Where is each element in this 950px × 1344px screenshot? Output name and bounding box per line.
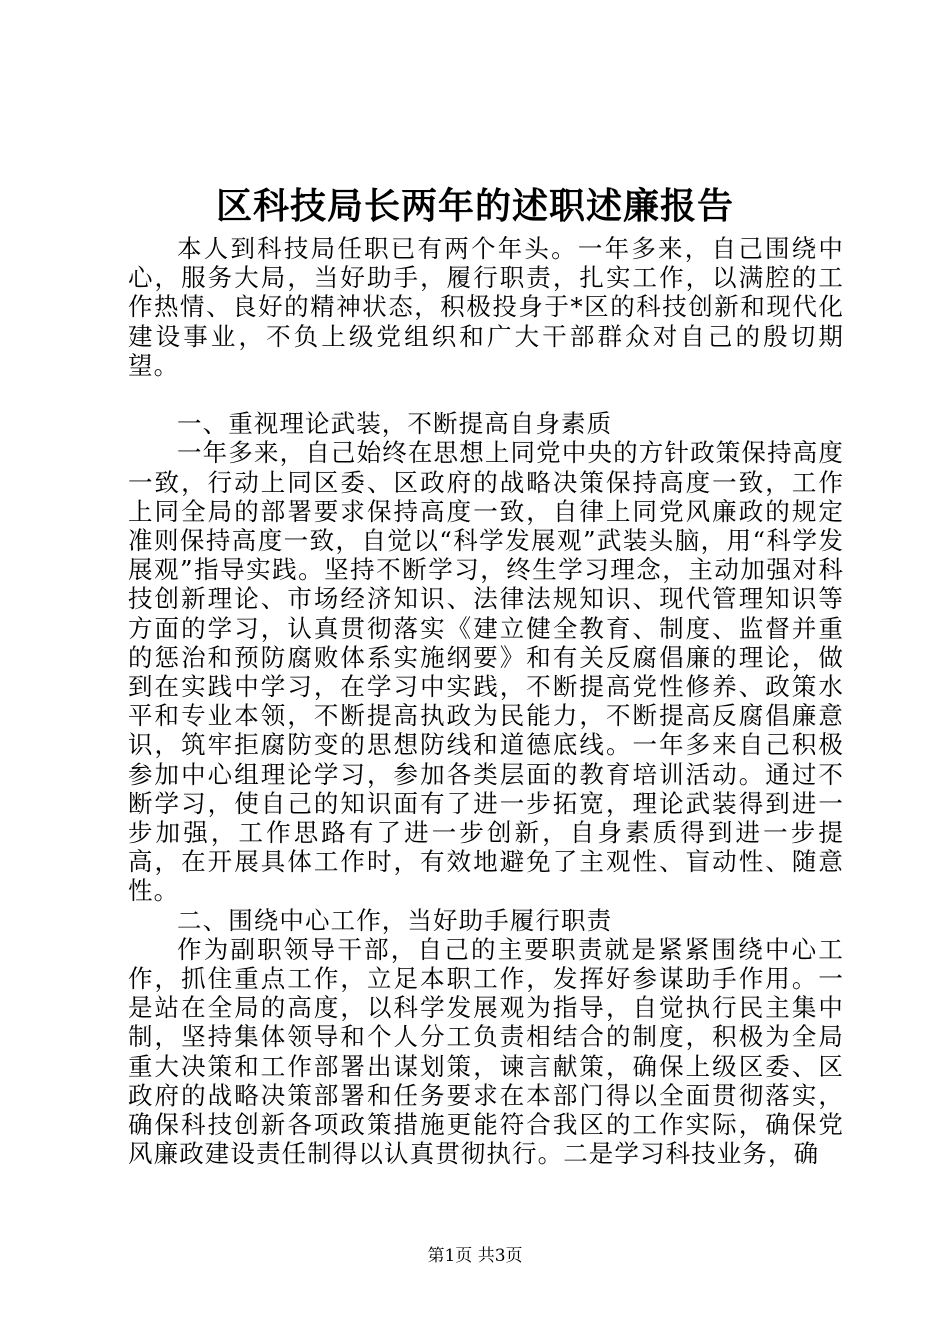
page-footer: 第1页 共3页 bbox=[427, 1246, 523, 1266]
section-1-paragraph: 一年多来，自己始终在思想上同党中央的方针政策保持高度一致，行动上同区委、区政府的战略决策保持高度一致，工作上同全局的部署要求保持高度一致，自律上同党风廉政的规定准则保持高度一致，自觉以“科学发展观”武装头脑，用“科学发展观”指导实践。坚持不断学习，终生学习理念，主动加强对科技创新理论、市场经济知识、法律法规知识、现代管理知识等方面的学习，认真贯彻落实《建立健全教育、制度、监督并重的惩治和预防腐败体系实施纲要》和有关反腐倡廉的理论，做到在实践中学习，在学习中实践，不断提高党性修养、政策水平和专业本领，不断提高执政为民能力，不断提高反腐倡廉意识，筑牢拒腐防变的思想防线和道德底线。一年多来自己积极参加中心组理论学习，参加各类层面的教育培训活动。通过不断学习，使自己的知识面有了进一步拓宽，理论武装得到进一步加强，工作思路有了进一步创新，自身素质得到进一步提高，在开展具体工作时，有效地避免了主观性、盲动性、随意性。 bbox=[128, 438, 844, 906]
section-heading-2: 二、围绕中心工作，当好助手履行职责 bbox=[177, 905, 613, 935]
section-2-paragraph: 作为副职领导干部，自己的主要职责就是紧紧围绕中心工作，抓住重点工作，立足本职工作，发挥好参谋助手作用。一是站在全局的高度，以科学发展观为指导，自觉执行民主集中制，坚持集体领导和个人分工负责相结合的制度，积极为全局重大决策和工作部署出谋划策，谏言献策，确保上级区委、区政府的战略决策部署和任务要求在本部门得以全面贯彻落实，确保科技创新各项政策措施更能符合我区的工作实际，确保党风廉政建设责任制得以认真贯彻执行。二是学习科技业务，确 bbox=[128, 934, 844, 1169]
document-title: 区科技局长两年的述职述廉报告 bbox=[215, 185, 734, 227]
intro-paragraph: 本人到科技局任职已有两个年头。一年多来，自己围绕中心，服务大局，当好助手，履行职责，扎实工作，以满腔的工作热情、良好的精神状态，积极投身于*区的科技创新和现代化建设事业，不负上级党组织和广大干部群众对自己的殷切期望。 bbox=[128, 234, 844, 380]
section-heading-1: 一、重视理论武装，不断提高自身素质 bbox=[177, 409, 613, 439]
document-body bbox=[128, 234, 844, 1168]
